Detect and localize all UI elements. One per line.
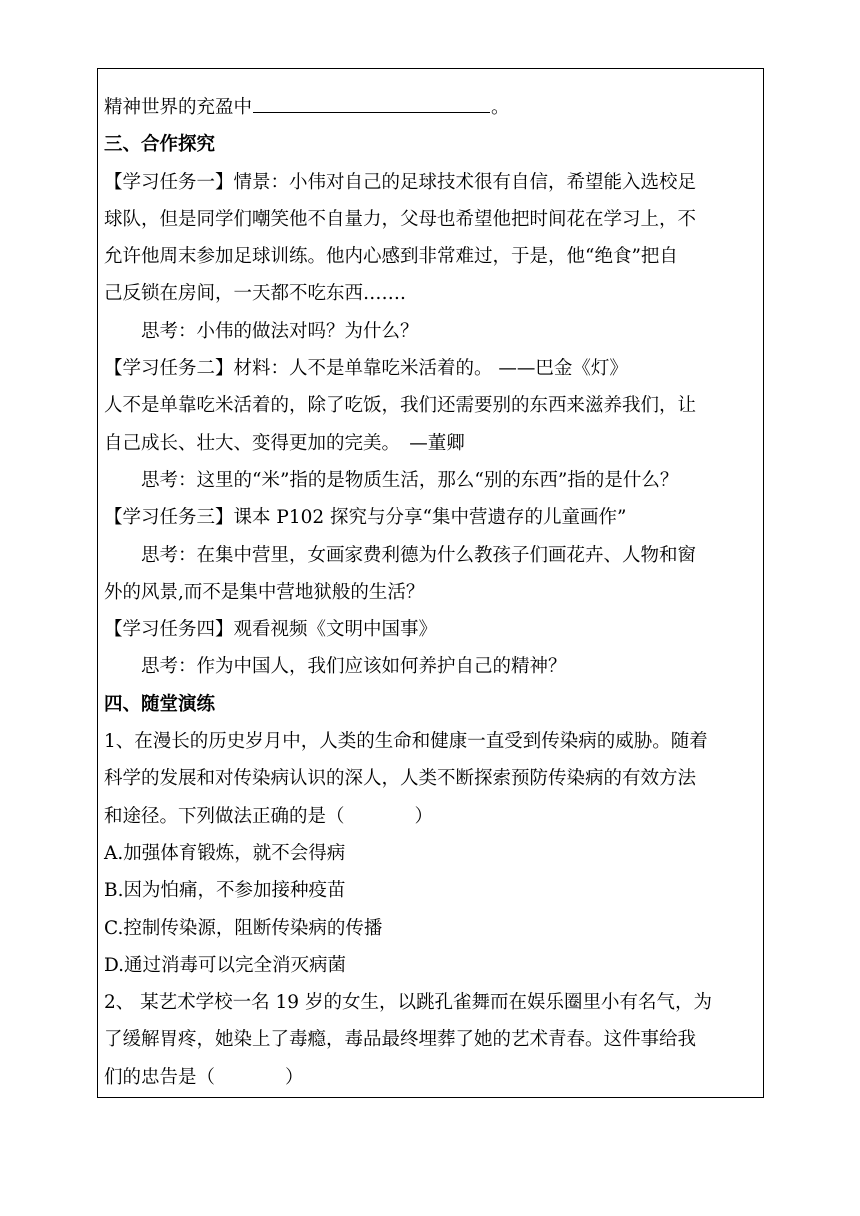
task1-line: 球队，但是同学们嘲笑他不自量力，父母也希望他把时间花在学习上，不 [104,208,697,230]
text: 们的忠告是（ [104,1066,216,1088]
task2-line: 人不是单靠吃米活着的，除了吃饭，我们还需要别的东西来滋养我们，让 [104,395,697,417]
question1-line: 1、在漫长的历史岁月中，人类的生命和健康一直受到传染病的威胁。随着 [104,731,708,753]
text: 。 [491,97,510,118]
task1-question: 思考：小伟的做法对吗？为什么？ [141,320,419,342]
task1-line: 【学习任务一】情景：小伟对自己的足球技术很有自信，希望能入选校足 [104,171,697,193]
question1-line [104,798,759,835]
text: 和途径。下列做法正确的是（ [104,805,345,827]
task1-line: 己反锁在房间，一天都不吃东西……. [104,283,406,305]
option-c: C.控制传染源，阻断传染病的传播 [104,917,383,939]
question2-line [104,1059,759,1096]
task3-question: 外的风景,而不是集中营地狱般的生活？ [104,581,425,603]
question2-line: 2、 某艺术学校一名 19 岁的女生，以跳孔雀舞而在娱乐圈里小有名气，为 [104,992,712,1014]
question1-line: 科学的发展和对传染病认识的深人，人类不断探索预防传染病的有效方法 [104,768,697,790]
section-heading-practice: 四、随堂演练 [104,693,216,715]
task3-question: 思考：在集中营里，女画家费利德为什么教孩子们画花卉、人物和窗 [141,544,697,566]
task1-line: 允许他周末参加足球训练。他内心感到非常难过，于是，他“绝食”把自 [104,246,678,268]
answer-blank[interactable] [253,91,490,113]
task3-line: 【学习任务三】课本 P102 探究与分享“集中营遗存的儿童画作” [104,507,627,529]
option-d: D.通过消毒可以完全消灭病菌 [104,954,347,976]
task4-line: 【学习任务四】观看视频《文明中国事》 [104,619,438,641]
text: 精神世界的充盈中 [104,97,253,118]
text: ） [414,805,434,827]
question2-line: 了缓解胃疼，她染上了毒瘾，毒品最终埋葬了她的艺术青春。这件事给我 [104,1029,697,1051]
task2-line: 【学习任务二】材料：人不是单靠吃米活着的。 ——巴金《灯》 [104,358,628,380]
task2-question: 思考：这里的“米”指的是物质生活，那么“别的东西”指的是什么？ [141,469,679,491]
task4-question: 思考：作为中国人，我们应该如何养护自己的精神？ [141,656,567,678]
option-a: A.加强体育锻炼，就不会得病 [104,842,346,864]
text: ） [285,1066,304,1088]
option-b: B.因为怕痛，不参加接种疫苗 [104,880,346,902]
task2-line: 自己成长、壮大、变得更加的完美。 —董卿 [104,432,465,454]
fill-blank-line [104,89,759,126]
document-body [104,89,759,1096]
section-heading-cooperation: 三、合作探究 [104,134,216,156]
